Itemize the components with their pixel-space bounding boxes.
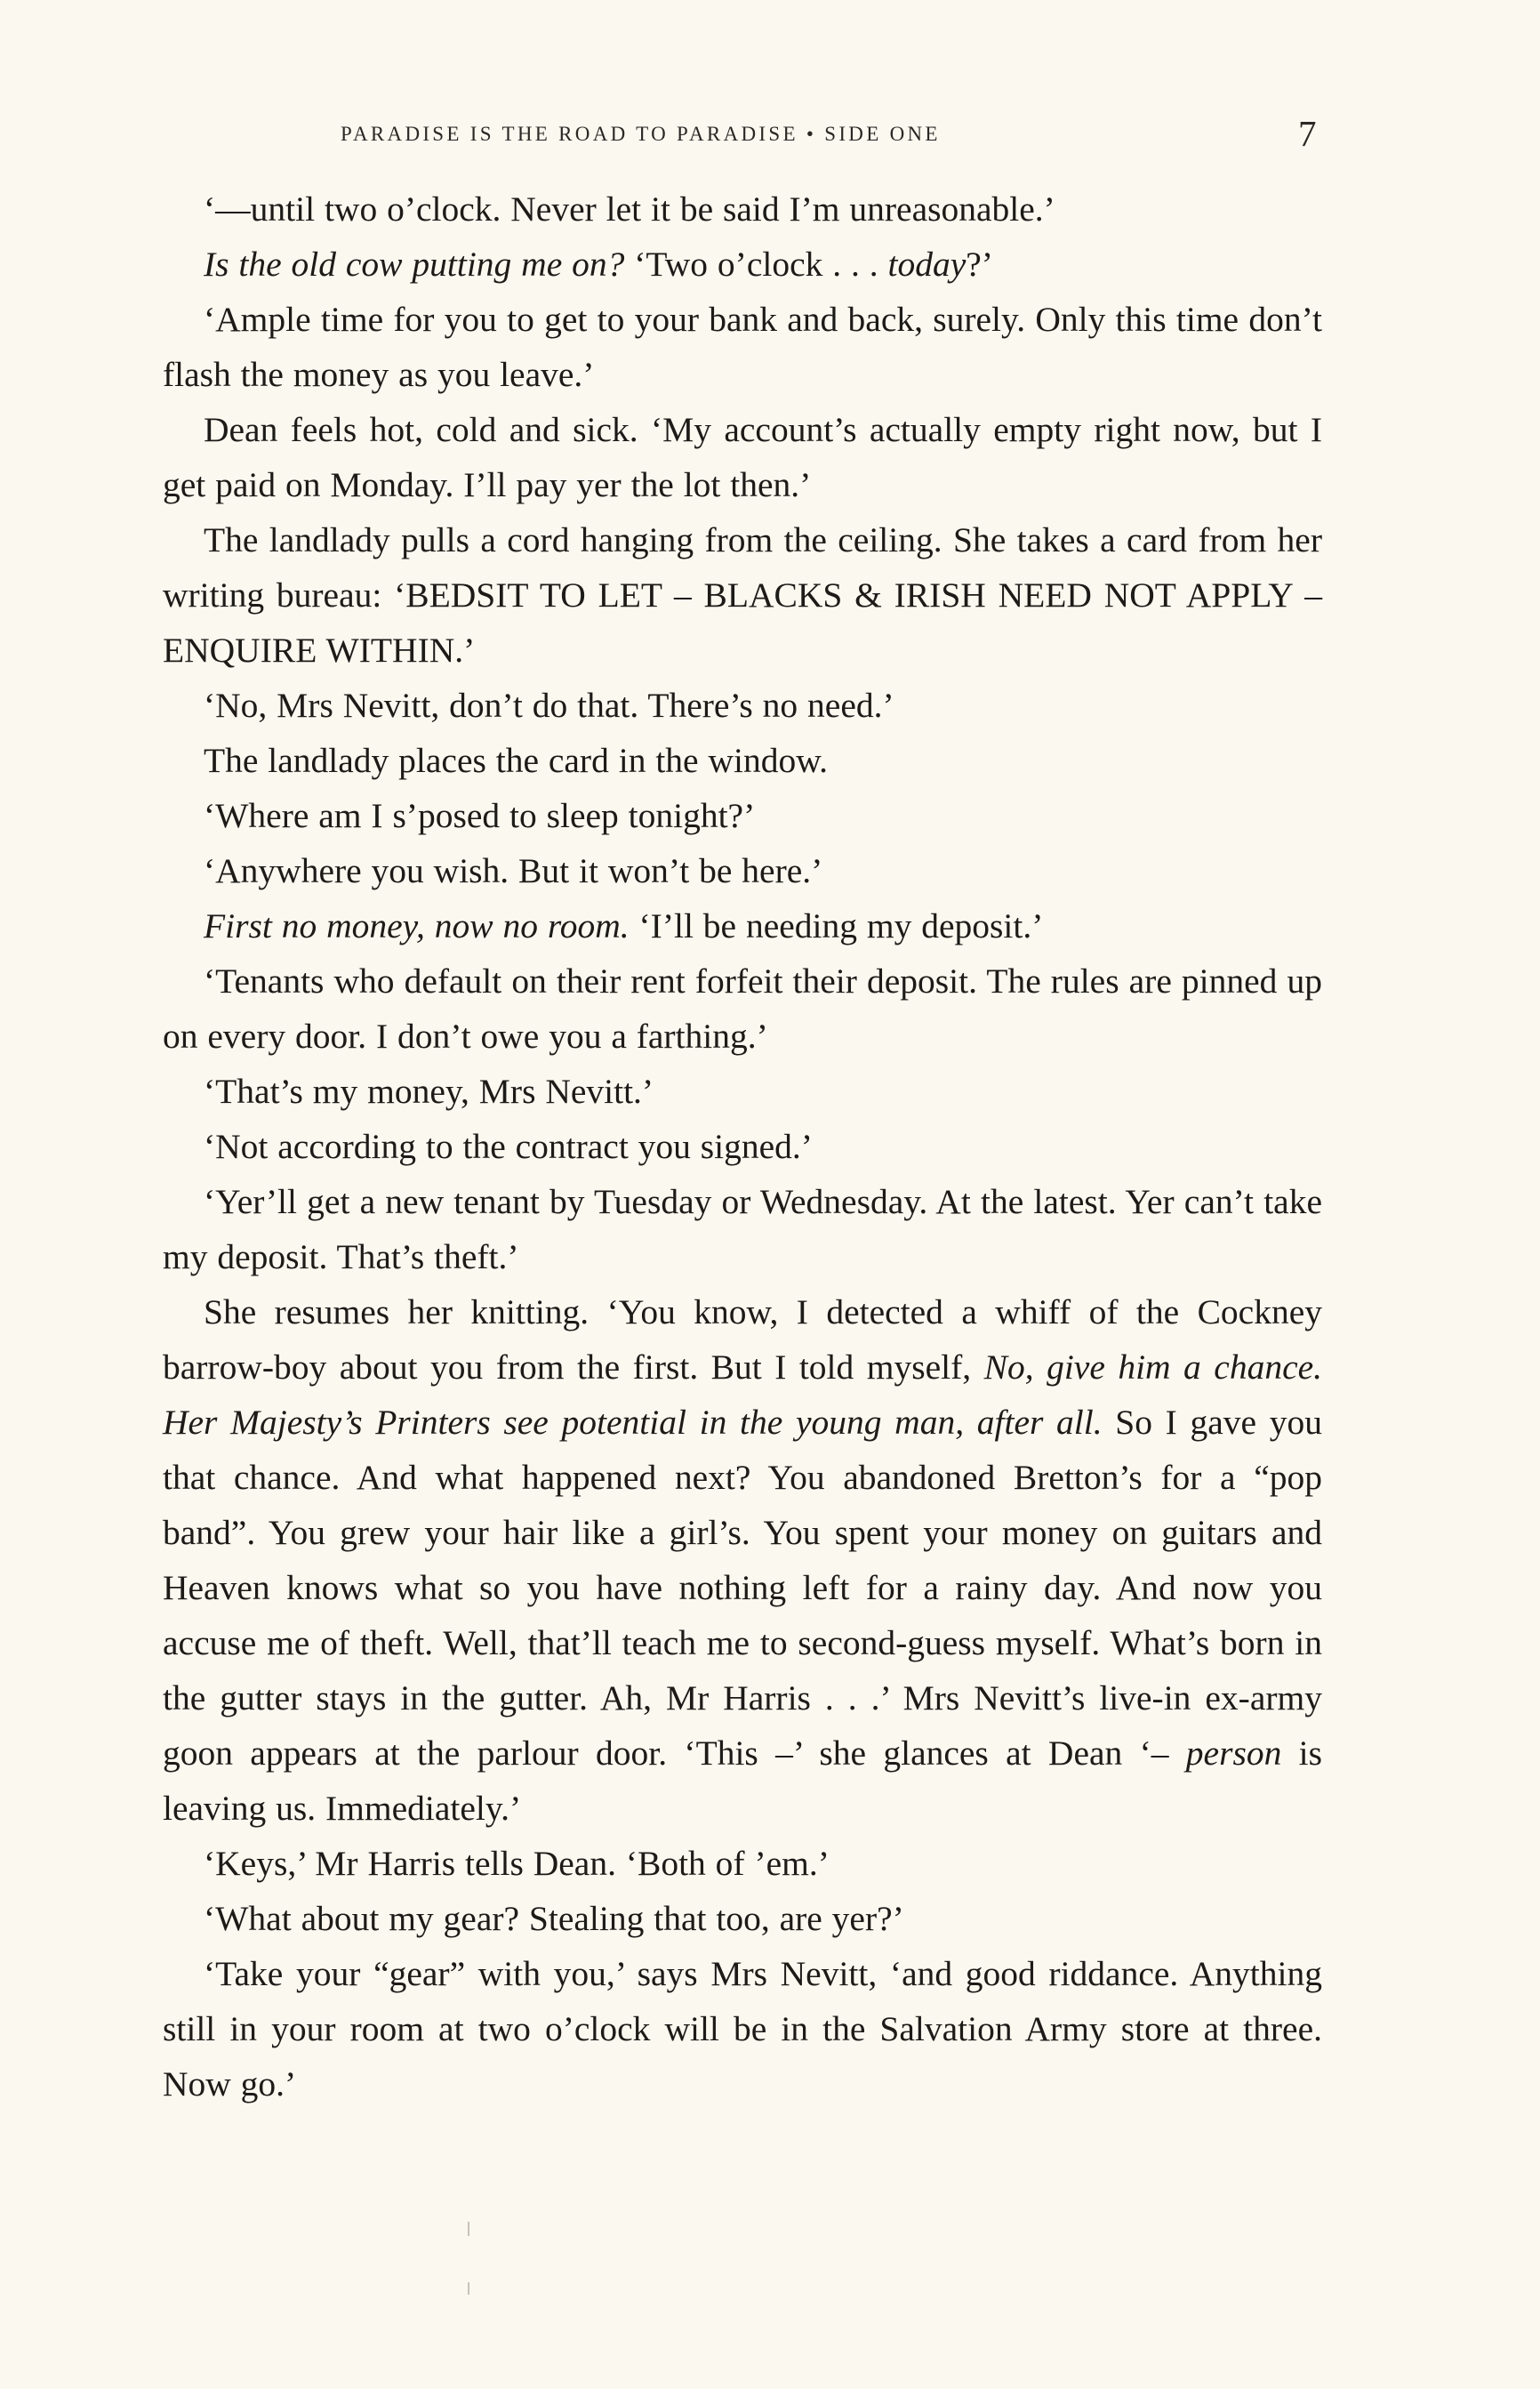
paragraph-8: ‘Where am I s’posed to sleep tonight?’ bbox=[204, 796, 756, 835]
paragraph-14: ‘Yer’ll get a new tenant by Tuesday or Wednesday. At the latest. Yer can’t take my deposit. That’s theft.’ bbox=[163, 1182, 1322, 1276]
paragraph-15-text-c: is leaving us. Immediately.’ bbox=[163, 1733, 1322, 1828]
paragraph-6: ‘No, Mrs Nevitt, don’t do that. There’s no need.’ bbox=[204, 686, 894, 725]
paragraph-2 bbox=[163, 237, 1322, 292]
scan-speck bbox=[468, 2222, 469, 2236]
paragraph-2-text: ‘Two o’clock . . . bbox=[624, 245, 888, 284]
paragraph-10-text: ‘I’ll be needing my deposit.’ bbox=[629, 906, 1044, 945]
paragraph-15-text-a: She resumes her knitting. ‘You know, I detected a whiff of the Cockney barrow-boy about you from the first. But I told myself, bbox=[163, 1292, 1322, 1387]
italic-thought: Is the old cow putting me on? bbox=[204, 245, 625, 284]
italic-emphasis: today bbox=[887, 245, 967, 284]
paragraph-4: Dean feels hot, cold and sick. ‘My account’s actually empty right now, but I get paid on Monday. I’ll pay yer the lot then.’ bbox=[163, 410, 1322, 504]
running-head bbox=[0, 112, 1540, 165]
paragraph-15 bbox=[163, 1284, 1322, 1836]
paragraph-16: ‘Keys,’ Mr Harris tells Dean. ‘Both of ’em.’ bbox=[204, 1844, 830, 1883]
paragraph-18: ‘Take your “gear” with you,’ says Mrs Nevitt, ‘and good riddance. Anything still in your room at two o’clock will be in the Salvation Army store at three. Now go.’ bbox=[163, 1954, 1322, 2103]
body-text bbox=[163, 181, 1322, 2111]
paragraph-9: ‘Anywhere you wish. But it won’t be here.’ bbox=[204, 851, 823, 890]
italic-emphasis: person bbox=[1185, 1733, 1282, 1773]
paragraph-3: ‘Ample time for you to get to your bank and back, surely. Only this time don’t flash the money as you leave.’ bbox=[163, 300, 1322, 394]
paragraph-12: ‘That’s my money, Mrs Nevitt.’ bbox=[204, 1072, 654, 1111]
italic-thought: No, give him a chance. Her Majesty’s Printers see potential in the young man, after all. bbox=[163, 1347, 1323, 1442]
paragraph-10 bbox=[163, 898, 1322, 953]
scan-speck bbox=[468, 2282, 469, 2295]
italic-thought: First no money, now no room. bbox=[204, 906, 630, 945]
page-number: 7 bbox=[1298, 113, 1317, 154]
paragraph-5: The landlady pulls a cord hanging from the ceiling. She takes a card from her writing bureau: ‘BEDSIT TO LET – BLACKS & IRISH NEED NOT APPLY – ENQUIRE WITHIN.’ bbox=[163, 520, 1322, 670]
paragraph-7: The landlady places the card in the window. bbox=[204, 741, 829, 780]
running-title: PARADISE IS THE ROAD TO PARADISE • SIDE ONE bbox=[341, 123, 941, 145]
paragraph-11: ‘Tenants who default on their rent forfeit their deposit. The rules are pinned up on every door. I don’t owe you a farthing.’ bbox=[163, 961, 1322, 1056]
paragraph-13: ‘Not according to the contract you signed.’ bbox=[204, 1127, 813, 1166]
paragraph-1: ‘—until two o’clock. Never let it be said I’m unreasonable.’ bbox=[204, 189, 1055, 229]
paragraph-17: ‘What about my gear? Stealing that too, are yer?’ bbox=[204, 1899, 904, 1938]
paragraph-15-text-b: So I gave you that chance. And what happened next? You abandoned Bretton’s for a “pop band”. You grew your hair like a girl’s. You spent your money on guitars and Heaven knows what so you have nothing left for a rainy day. And now you accuse me of theft. Well, that’ll teach me to second-guess myself. What’s born in the gutter stays in the gutter. Ah, Mr Harris . . .’ Mrs Nevitt’s live-in ex-army goon appears at the parlour door. ‘This –’ she glances at Dean ‘– bbox=[163, 1403, 1323, 1773]
paragraph-2-end: ?’ bbox=[966, 245, 993, 284]
